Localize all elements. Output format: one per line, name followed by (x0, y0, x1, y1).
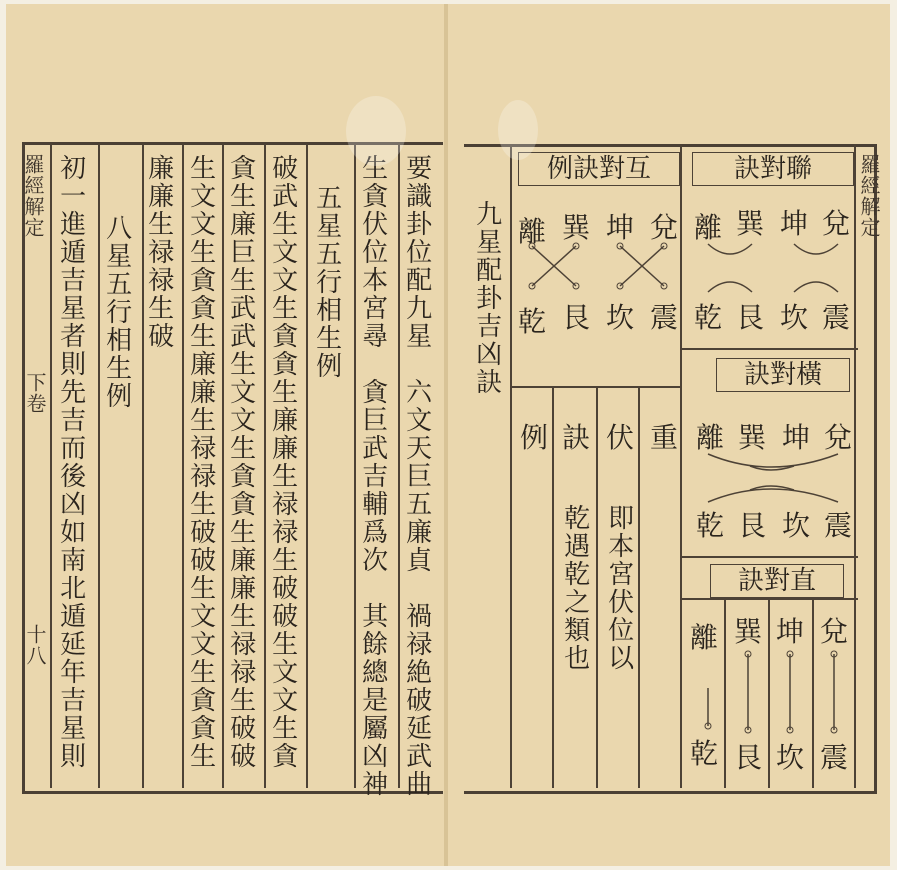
lian-top-li: 離 (694, 211, 723, 244)
column-rule (552, 386, 554, 788)
heng-bottom-gen: 艮 (738, 509, 767, 542)
lian-bottom-zhen: 震 (822, 301, 851, 334)
text-column-2: 生貪伏位本宮尋 貪巨武吉輔爲次 其餘總是屬凶神 (357, 154, 388, 798)
zhi-top-li: 離 (690, 621, 719, 654)
text-column-4: 破武生文文生貪貪生廉廉生禄禄生破破生文文生貪 (267, 154, 298, 770)
lian-bottom-gen: 艮 (736, 301, 765, 334)
heng-bottom-zhen: 震 (824, 509, 853, 542)
trigram-li: 離 (518, 215, 547, 248)
note-jue: 訣 (562, 421, 591, 454)
column-rule (264, 144, 266, 788)
trigram-xun: 巽 (562, 211, 591, 244)
trigram-gen: 艮 (562, 301, 591, 334)
zhi-bottom-gen: 艮 (734, 741, 763, 774)
zhi-bottom-zhen: 震 (820, 741, 849, 774)
lian-top-xun: 巽 (736, 207, 765, 240)
section-title: 九星配卦吉凶訣 (471, 200, 502, 396)
trigram-dui: 兌 (650, 211, 679, 244)
text-column-5: 貪生廉巨生武武生文文生貪貪生廉廉生禄禄生破破 (225, 154, 256, 770)
text-column-6: 生文文生貪貪生廉廉生禄禄生破破生文文生貪貪生 (185, 154, 216, 770)
trigram-kun: 坤 (606, 211, 635, 244)
text-column-9: 初一進遁吉星者則先吉而後凶如南北遁延年吉星則 (55, 154, 86, 770)
heng-top-kun: 坤 (782, 421, 811, 454)
column-rule (398, 144, 400, 788)
left-volume-label: 下卷 (23, 372, 47, 414)
paper-stain (498, 100, 538, 160)
zhi-top-kun: 坤 (776, 615, 805, 648)
block-divider (680, 348, 858, 350)
text-column-7: 廉廉生禄禄生破 (143, 154, 174, 350)
zhi-title-box: 訣對直 (710, 564, 844, 598)
left-gutter-label: 羅經解定 (21, 154, 45, 238)
paper-stain (346, 96, 406, 166)
zhi-bottom-qian: 乾 (690, 737, 719, 770)
lian-bottom-kan: 坎 (780, 301, 809, 334)
trigram-kan: 坎 (606, 301, 635, 334)
huan-title-box: 例訣對互 (518, 152, 680, 186)
note-text-2: 即本宮伏位以 (603, 504, 634, 672)
open-book (6, 4, 890, 866)
right-gutter-label: 羅經解定 (857, 154, 881, 238)
note-fu: 伏 (606, 421, 635, 454)
column-rule (596, 386, 598, 788)
heng-top-dui: 兌 (824, 421, 853, 454)
block-divider (680, 556, 858, 558)
lian-bottom-qian: 乾 (694, 301, 723, 334)
note-text-1: 乾遇乾之類也 (559, 504, 590, 672)
note-chong: 重 (650, 421, 679, 454)
column-rule (222, 144, 224, 788)
text-column-1: 要識卦位配九星 六文天巨五廉貞 禍禄絶破延武曲 (401, 154, 432, 798)
heng-top-xun: 巽 (738, 421, 767, 454)
left-page-number: 十八 (23, 624, 47, 666)
column-rule (354, 144, 356, 788)
lian-top-dui: 兌 (822, 207, 851, 240)
heng-title-box: 訣對橫 (716, 358, 850, 392)
trigram-zhen: 震 (650, 301, 679, 334)
column-rule (306, 144, 308, 788)
column-rule (98, 144, 100, 788)
heng-bottom-qian: 乾 (696, 509, 725, 542)
heng-top-li: 離 (696, 421, 725, 454)
zhi-top-dui: 兌 (820, 615, 849, 648)
trigram-qian: 乾 (518, 305, 547, 338)
text-column-3: 五星五行相生例 (311, 184, 342, 380)
column-rule (638, 386, 640, 788)
text-column-8: 八星五行相生例 (101, 214, 132, 410)
huan-crossing-lines (510, 204, 680, 314)
zhi-bottom-kan: 坎 (776, 741, 805, 774)
zhi-vertical-lines (680, 644, 858, 744)
column-rule (182, 144, 184, 788)
note-li: 例 (520, 421, 549, 454)
zhi-top-xun: 巽 (734, 615, 763, 648)
heng-bottom-kan: 坎 (782, 509, 811, 542)
lian-top-kun: 坤 (780, 207, 809, 240)
lian-title-box: 訣對聯 (692, 152, 854, 186)
left-gutter-rule (50, 144, 52, 788)
heng-arc-lines (680, 450, 858, 506)
block-divider (510, 386, 680, 388)
lian-arc-lines (680, 234, 858, 304)
